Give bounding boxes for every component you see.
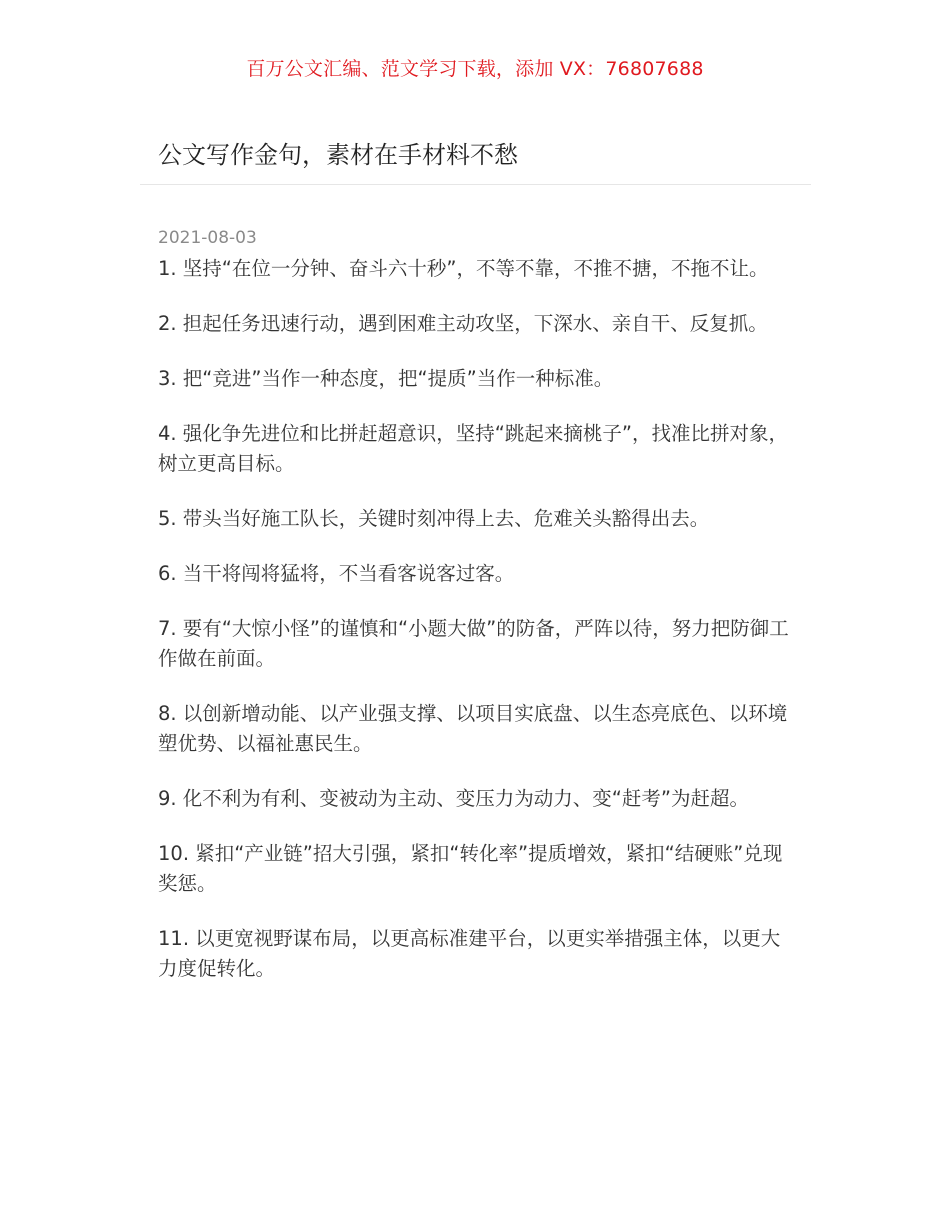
list-item: 9. 化不利为有利、变被动为主动、变压力为动力、变“赶考”为赶超。 (158, 787, 750, 810)
list-item: 2. 担起任务迅速行动，遇到困难主动攻坚，下深水、亲自干、反复抓。 (158, 312, 768, 335)
list-item: 11. 以更宽视野谋布局，以更高标准建平台，以更实举措强主体，以更大力度促转化。 (158, 927, 781, 980)
promo-banner: 百万公文汇编、范文学习下载，添加 VX：76807688 (246, 58, 704, 80)
article-title: 公文写作金句，素材在手材料不愁 (158, 141, 518, 169)
title-divider (140, 184, 811, 185)
list-item: 5. 带头当好施工队长，关键时刻冲得上去、危难关头豁得出去。 (158, 507, 710, 530)
list-item: 8. 以创新增动能、以产业强支撑、以项目实底盘、以生态亮底色、以环境塑优势、以福祉惠民生。 (158, 702, 788, 755)
list-item: 3. 把“竞进”当作一种态度，把“提质”当作一种标准。 (158, 367, 614, 390)
list-item: 4. 强化争先进位和比拼赶超意识，坚持“跳起来摘桃子”，找准比拼对象，树立更高目标。 (158, 422, 789, 475)
list-item: 1. 坚持“在位一分钟、奋斗六十秒”，不等不靠，不推不搪，不拖不让。 (158, 257, 769, 280)
list-item: 7. 要有“大惊小怪”的谨慎和“小题大做”的防备，严阵以待，努力把防御工作做在前面。 (158, 617, 789, 670)
article-date: 2021-08-03 (158, 228, 257, 248)
list-item: 6. 当干将闯将猛将，不当看客说客过客。 (158, 562, 515, 585)
list-item: 10. 紧扣“产业链”招大引强，紧扣“转化率”提质增效，紧扣“结硬账”兑现奖惩。 (158, 842, 783, 895)
article-body (158, 254, 798, 1009)
